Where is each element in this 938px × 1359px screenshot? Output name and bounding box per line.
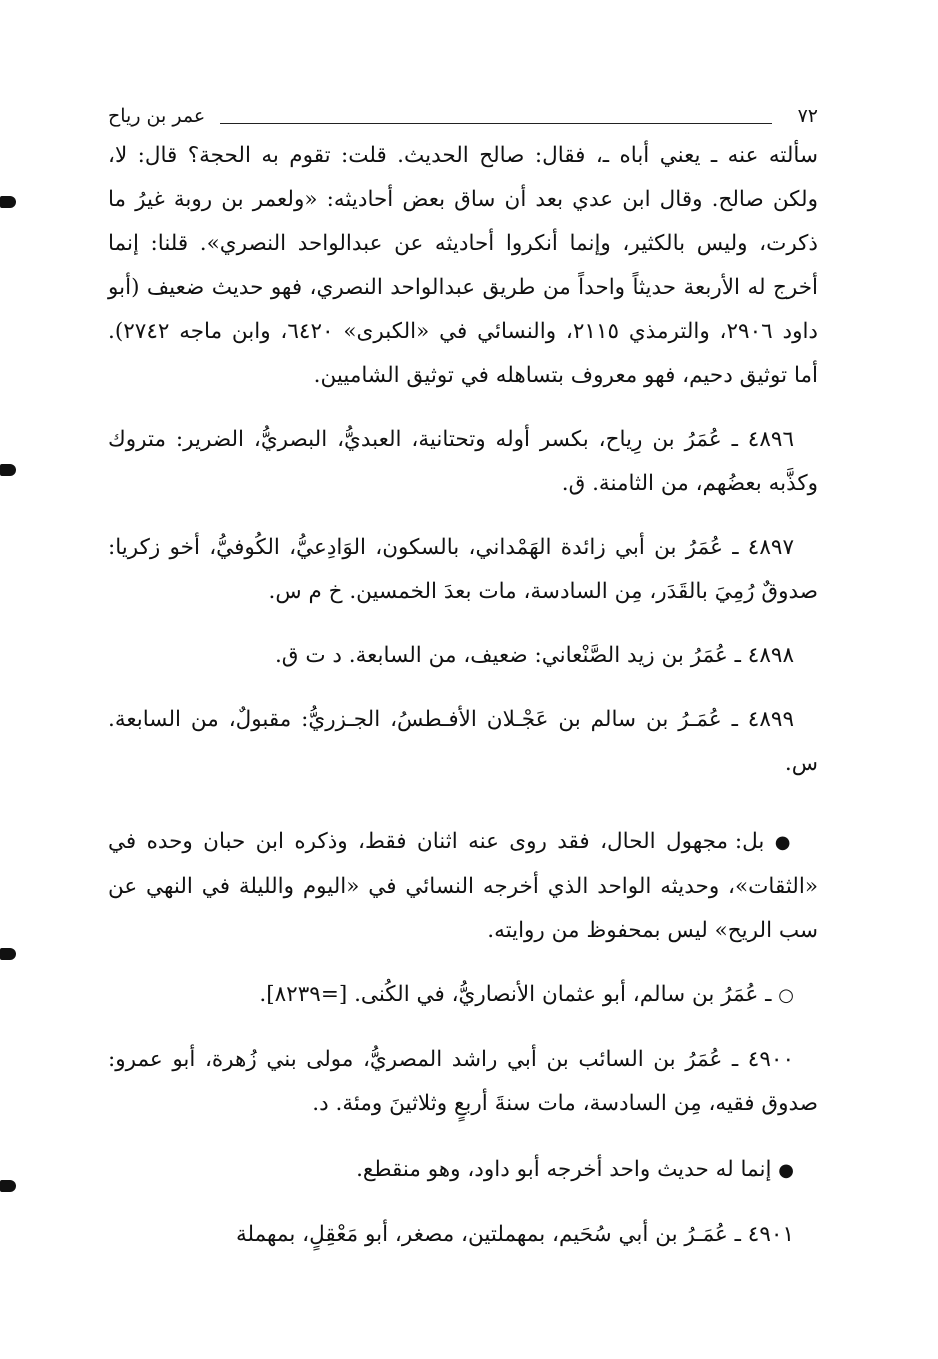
binding-mark (0, 196, 16, 208)
open-circle-icon: ○ (778, 985, 794, 1006)
note-4900 (108, 1148, 818, 1193)
note-4899 (108, 820, 818, 953)
entry-4901: ٤٩٠١ ـ عُمَـرُ بن أبي سُحَيم، بمهملتين، مصغر، أبو مَعْقِلٍ، بمهملة (235, 1222, 794, 1247)
entry-4898: ٤٨٩٨ ـ عُمَرُ بن زيد الصَّنْعاني: ضعيف، من السابعة. د ت ق. (274, 643, 794, 668)
running-title: عمر بن رياح (108, 105, 206, 127)
paragraph-continuation: سألته عنه ـ يعني أباه ـ، فقال: صالح الحديث. قلت: تقوم به الحجة؟ قال: لا، ولكن صالح. وقال ابن عدي بعد أن ساق بعض أحاديثه: «ولعمر بن روبة غيرُ ما ذكرت، وليس بالكثير، وإنما أنكروا أحاديثه عن عبدالواحد النصري». قلنا: إنما أخرج له الأربعة حديثاً واحداً من طريق عبدالواحد النصري، فهو حديث ضعيف (أبو داود ٢٩٠٦، والترمذي ٢١١٥، والنسائي في «الكبرى» ٦٤٢٠، وابن ماجه ٢٧٤٢). أما توثيق دحيم، فهو معروف بتساهله في توثيق الشاميين. (108, 143, 818, 388)
binding-mark (0, 948, 16, 960)
page-header (108, 98, 818, 134)
document-page (108, 98, 818, 1257)
binding-mark (0, 1180, 16, 1192)
note-text: إنما له حديث واحد أخرجه أبو داود، وهو منقطع. (356, 1157, 772, 1182)
cross-reference (108, 973, 818, 1018)
note-text: بل: مجهول الحال، فقد روى عنه اثنان فقط، وذكره ابن حبان وحده في «الثقات»، وحديثه الواحد الذي أخرجه النسائي في «اليوم والليلة في النهي عن سب الريح» ليس بمحفوظ من روايته. (108, 829, 818, 943)
entry-4897: ٤٨٩٧ ـ عُمَرُ بن أبي زائدة الهَمْداني، بالسكون، الوَادِعيُّ، الكُوفيُّ، أخو زكريا: صدوقٌ رُمِيَ بالقَدَر، مِن السادسة، مات بعدَ الخمسين. خ م س. (108, 535, 818, 604)
cross-reference-text: ـ عُمَرُ بن سالم، أبو عثمان الأنصاريُّ، في الكُنى. [=٨٢٣٩]. (259, 982, 772, 1007)
entry-4900: ٤٩٠٠ ـ عُمَرُ بن السائب بن أبي راشد المصريُّ، مولى بني زُهرة، أبو عمرو: صدوق فقيه، مِن السادسة، مات سنةَ أربعٍ وثلاثينَ ومئة. د. (108, 1047, 818, 1116)
filled-circle-icon: ● (774, 832, 794, 853)
filled-circle-icon: ● (778, 1160, 794, 1181)
entry-4899: ٤٨٩٩ ـ عُمَـرُ بن سالم بن عَجْـلان الأفـطسُ، الجـزريُّ: مقبولٌ، من السابعة. س. (108, 707, 818, 776)
entry-4896: ٤٨٩٦ ـ عُمَرُ بن رِياح، بكسر أوله وتحتانية، العبديُّ، البصريُّ، الضرير: متروك وكذَّبه بعضُهم، من الثامنة. ق. (108, 427, 818, 496)
binding-mark (0, 464, 16, 476)
page-number: ٧٢ (797, 105, 818, 127)
header-rule (220, 123, 772, 124)
